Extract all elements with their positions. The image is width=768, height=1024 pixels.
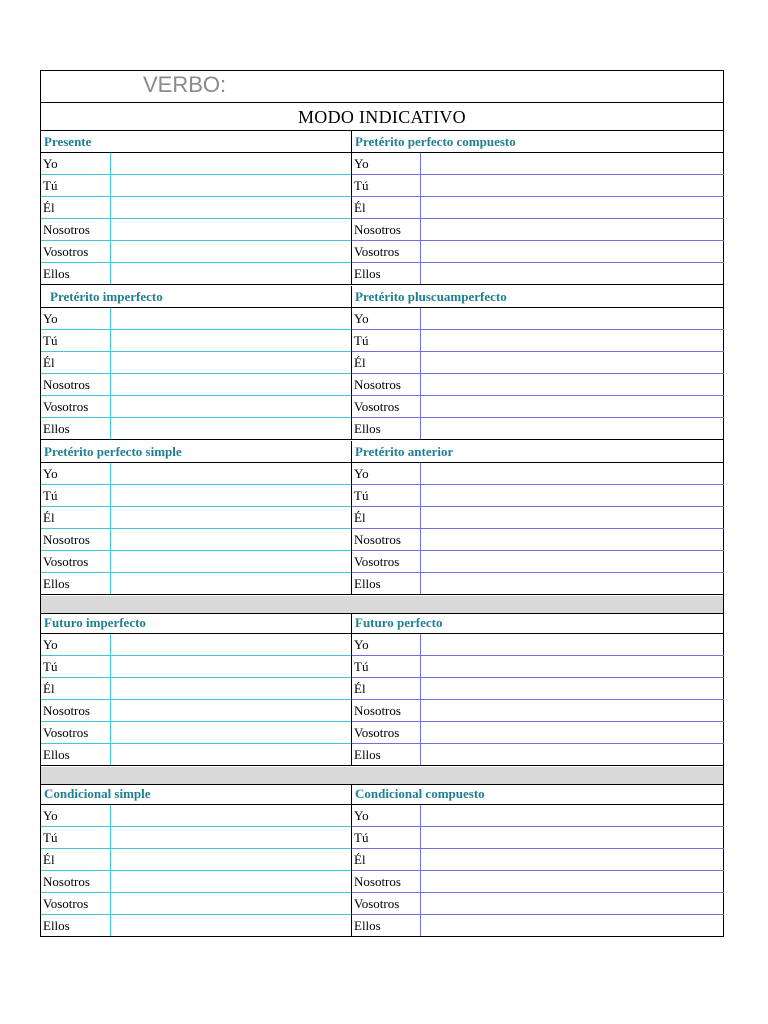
answer-cell[interactable] xyxy=(110,551,351,572)
conjugation-row xyxy=(352,330,724,352)
answer-cell[interactable] xyxy=(420,330,724,351)
answer-cell[interactable] xyxy=(420,656,724,677)
pronoun-label: Ellos xyxy=(43,747,70,762)
answer-cell[interactable] xyxy=(110,915,351,936)
answer-cell[interactable] xyxy=(420,352,724,373)
pronoun-label: Tú xyxy=(354,830,369,845)
pronoun-label: Yo xyxy=(354,637,369,652)
tense-block-preterito-perfecto-compuesto xyxy=(352,131,724,285)
conjugation-row xyxy=(352,678,724,700)
answer-cell[interactable] xyxy=(420,374,724,395)
answer-cell[interactable] xyxy=(110,827,351,848)
answer-cell[interactable] xyxy=(420,529,724,550)
conjugation-row xyxy=(41,573,351,595)
conjugation-row xyxy=(352,573,724,595)
pronoun-label: Ellos xyxy=(43,421,70,436)
answer-cell[interactable] xyxy=(110,396,351,417)
answer-cell[interactable] xyxy=(110,893,351,914)
conjugation-row xyxy=(352,722,724,744)
answer-cell[interactable] xyxy=(110,722,351,743)
conjugation-row xyxy=(41,700,351,722)
tense-block-preterito-anterior xyxy=(352,441,724,595)
answer-cell[interactable] xyxy=(420,153,724,174)
conjugation-row xyxy=(352,827,724,849)
answer-cell[interactable] xyxy=(110,308,351,329)
answer-cell[interactable] xyxy=(420,634,724,655)
answer-cell[interactable] xyxy=(420,485,724,506)
pronoun-label: Nosotros xyxy=(354,874,401,889)
pronoun-label: Ellos xyxy=(43,918,70,933)
pronoun-label: Yo xyxy=(43,637,58,652)
conjugation-row xyxy=(41,418,351,440)
pronoun-label: Ellos xyxy=(354,266,381,281)
conjugation-row xyxy=(41,805,351,827)
answer-cell[interactable] xyxy=(110,529,351,550)
tense-heading: Condicional compuesto xyxy=(352,783,724,805)
conjugation-row xyxy=(352,308,724,330)
answer-cell[interactable] xyxy=(110,241,351,262)
conjugation-row xyxy=(41,722,351,744)
pronoun-label: Tú xyxy=(43,659,58,674)
pronoun-label: Yo xyxy=(43,311,58,326)
conjugation-row xyxy=(352,175,724,197)
pronoun-label: Vosotros xyxy=(43,896,89,911)
answer-cell[interactable] xyxy=(110,485,351,506)
pronoun-label: Vosotros xyxy=(43,554,89,569)
conjugation-row xyxy=(41,529,351,551)
tense-block-preterito-perfecto-simple xyxy=(41,441,352,595)
pronoun-label: Yo xyxy=(354,466,369,481)
conjugation-row xyxy=(41,871,351,893)
tense-heading: Pretérito perfecto compuesto xyxy=(352,131,724,153)
conjugation-row xyxy=(41,374,351,396)
answer-cell[interactable] xyxy=(420,805,724,826)
answer-cell[interactable] xyxy=(420,219,724,240)
pronoun-label: Él xyxy=(43,355,55,370)
answer-cell[interactable] xyxy=(110,374,351,395)
answer-cell[interactable] xyxy=(110,219,351,240)
pronoun-label: Vosotros xyxy=(354,554,400,569)
pronoun-label: Vosotros xyxy=(354,399,400,414)
pronoun-label: Tú xyxy=(354,333,369,348)
pronoun-label: Vosotros xyxy=(354,244,400,259)
pronoun-label: Ellos xyxy=(354,576,381,591)
tense-block-futuro-perfecto xyxy=(352,612,724,766)
conjugation-row xyxy=(41,396,351,418)
tense-block-presente xyxy=(41,131,352,285)
pronoun-label: Nosotros xyxy=(43,222,90,237)
verb-row xyxy=(41,71,723,103)
answer-cell[interactable] xyxy=(110,634,351,655)
conjugation-row xyxy=(352,396,724,418)
answer-cell[interactable] xyxy=(420,678,724,699)
conjugation-row xyxy=(41,634,351,656)
conjugation-row xyxy=(352,507,724,529)
answer-cell[interactable] xyxy=(110,573,351,594)
answer-cell[interactable] xyxy=(110,849,351,870)
conjugation-row xyxy=(41,463,351,485)
pronoun-label: Nosotros xyxy=(43,377,90,392)
conjugation-worksheet xyxy=(40,70,724,937)
pronoun-label: Ellos xyxy=(43,266,70,281)
tense-block-preterito-pluscuamperfecto xyxy=(352,286,724,440)
tense-block-preterito-imperfecto xyxy=(41,286,352,440)
answer-cell[interactable] xyxy=(420,871,724,892)
pronoun-label: Yo xyxy=(43,808,58,823)
answer-cell[interactable] xyxy=(420,175,724,196)
pronoun-label: Yo xyxy=(354,311,369,326)
answer-cell[interactable] xyxy=(420,263,724,284)
conjugation-row xyxy=(41,241,351,263)
pronoun-label: Nosotros xyxy=(43,532,90,547)
pronoun-label: Tú xyxy=(354,488,369,503)
conjugation-row xyxy=(352,529,724,551)
pronoun-label: Tú xyxy=(43,178,58,193)
pronoun-label: Yo xyxy=(43,156,58,171)
pronoun-label: Él xyxy=(354,510,366,525)
pronoun-label: Tú xyxy=(354,659,369,674)
pronoun-label: Yo xyxy=(43,466,58,481)
answer-cell[interactable] xyxy=(420,722,724,743)
answer-cell[interactable] xyxy=(110,330,351,351)
conjugation-row xyxy=(41,219,351,241)
conjugation-row xyxy=(41,915,351,937)
conjugation-row xyxy=(352,871,724,893)
answer-cell[interactable] xyxy=(420,507,724,528)
pronoun-label: Vosotros xyxy=(354,725,400,740)
conjugation-row xyxy=(41,308,351,330)
answer-cell[interactable] xyxy=(110,197,351,218)
pronoun-label: Él xyxy=(354,852,366,867)
verb-label: VERBO: xyxy=(143,72,227,97)
conjugation-row xyxy=(41,678,351,700)
pronoun-label: Vosotros xyxy=(43,244,89,259)
answer-cell[interactable] xyxy=(420,849,724,870)
pronoun-label: Vosotros xyxy=(354,896,400,911)
pronoun-label: Nosotros xyxy=(354,703,401,718)
conjugation-row xyxy=(41,744,351,766)
tense-heading: Pretérito perfecto simple xyxy=(41,441,351,463)
conjugation-row xyxy=(352,241,724,263)
answer-cell[interactable] xyxy=(110,678,351,699)
conjugation-row xyxy=(41,849,351,871)
pronoun-label: Él xyxy=(43,681,55,696)
answer-cell[interactable] xyxy=(420,463,724,484)
tense-heading: Futuro perfecto xyxy=(352,612,724,634)
conjugation-row xyxy=(41,485,351,507)
answer-cell[interactable] xyxy=(420,915,724,936)
answer-cell[interactable] xyxy=(420,700,724,721)
answer-cell[interactable] xyxy=(110,463,351,484)
pronoun-label: Él xyxy=(354,681,366,696)
conjugation-row xyxy=(41,507,351,529)
answer-cell[interactable] xyxy=(110,744,351,765)
pronoun-label: Vosotros xyxy=(43,725,89,740)
conjugation-row xyxy=(352,197,724,219)
answer-cell[interactable] xyxy=(110,656,351,677)
pronoun-label: Ellos xyxy=(354,421,381,436)
conjugation-row xyxy=(352,700,724,722)
pronoun-label: Él xyxy=(354,355,366,370)
conjugation-row xyxy=(41,330,351,352)
separator-band xyxy=(41,767,723,785)
conjugation-row xyxy=(41,175,351,197)
tense-block-condicional-simple xyxy=(41,783,352,937)
answer-cell[interactable] xyxy=(110,352,351,373)
conjugation-row xyxy=(352,551,724,573)
pronoun-label: Ellos xyxy=(43,576,70,591)
answer-cell[interactable] xyxy=(420,241,724,262)
conjugation-row xyxy=(352,634,724,656)
conjugation-row xyxy=(41,153,351,175)
tense-heading: Presente xyxy=(41,131,351,153)
tense-heading: Pretérito imperfecto xyxy=(41,286,351,308)
conjugation-row xyxy=(41,551,351,573)
pronoun-label: Él xyxy=(43,510,55,525)
pronoun-label: Yo xyxy=(354,156,369,171)
answer-cell[interactable] xyxy=(110,507,351,528)
conjugation-row xyxy=(41,263,351,285)
answer-cell[interactable] xyxy=(420,418,724,439)
pronoun-label: Nosotros xyxy=(354,222,401,237)
answer-cell[interactable] xyxy=(110,805,351,826)
pronoun-label: Él xyxy=(354,200,366,215)
conjugation-row xyxy=(41,656,351,678)
pronoun-label: Tú xyxy=(43,333,58,348)
conjugation-row xyxy=(352,219,724,241)
answer-cell[interactable] xyxy=(420,573,724,594)
pronoun-label: Él xyxy=(43,852,55,867)
conjugation-row xyxy=(41,197,351,219)
conjugation-row xyxy=(352,744,724,766)
pronoun-label: Ellos xyxy=(354,918,381,933)
answer-cell[interactable] xyxy=(420,197,724,218)
pronoun-label: Nosotros xyxy=(43,874,90,889)
pronoun-label: Nosotros xyxy=(43,703,90,718)
answer-cell[interactable] xyxy=(110,153,351,174)
answer-cell[interactable] xyxy=(110,871,351,892)
pronoun-label: Tú xyxy=(354,178,369,193)
answer-cell[interactable] xyxy=(420,396,724,417)
answer-cell[interactable] xyxy=(420,893,724,914)
pronoun-label: Nosotros xyxy=(354,377,401,392)
answer-cell[interactable] xyxy=(420,744,724,765)
answer-cell[interactable] xyxy=(420,308,724,329)
separator-band xyxy=(41,596,723,614)
pronoun-label: Vosotros xyxy=(43,399,89,414)
conjugation-row xyxy=(352,352,724,374)
pronoun-label: Ellos xyxy=(354,747,381,762)
pronoun-label: Él xyxy=(43,200,55,215)
tense-block-condicional-compuesto xyxy=(352,783,724,937)
conjugation-row xyxy=(352,263,724,285)
conjugation-row xyxy=(352,153,724,175)
answer-cell[interactable] xyxy=(110,418,351,439)
conjugation-row xyxy=(41,352,351,374)
conjugation-row xyxy=(352,485,724,507)
tense-heading: Condicional simple xyxy=(41,783,351,805)
pronoun-label: Tú xyxy=(43,488,58,503)
tense-heading: Pretérito pluscuamperfecto xyxy=(352,286,724,308)
mode-title: MODO INDICATIVO xyxy=(41,103,723,131)
tense-heading: Pretérito anterior xyxy=(352,441,724,463)
conjugation-row xyxy=(352,893,724,915)
answer-cell[interactable] xyxy=(110,700,351,721)
answer-cell[interactable] xyxy=(420,827,724,848)
conjugation-row xyxy=(41,893,351,915)
conjugation-row xyxy=(352,656,724,678)
answer-cell[interactable] xyxy=(110,175,351,196)
conjugation-row xyxy=(352,915,724,937)
answer-cell[interactable] xyxy=(420,551,724,572)
answer-cell[interactable] xyxy=(110,263,351,284)
conjugation-row xyxy=(352,418,724,440)
tense-block-futuro-imperfecto xyxy=(41,612,352,766)
tense-heading: Futuro imperfecto xyxy=(41,612,351,634)
conjugation-row xyxy=(352,849,724,871)
conjugation-row xyxy=(352,463,724,485)
pronoun-label: Yo xyxy=(354,808,369,823)
conjugation-row xyxy=(352,374,724,396)
conjugation-row xyxy=(41,827,351,849)
pronoun-label: Tú xyxy=(43,830,58,845)
conjugation-row xyxy=(352,805,724,827)
pronoun-label: Nosotros xyxy=(354,532,401,547)
